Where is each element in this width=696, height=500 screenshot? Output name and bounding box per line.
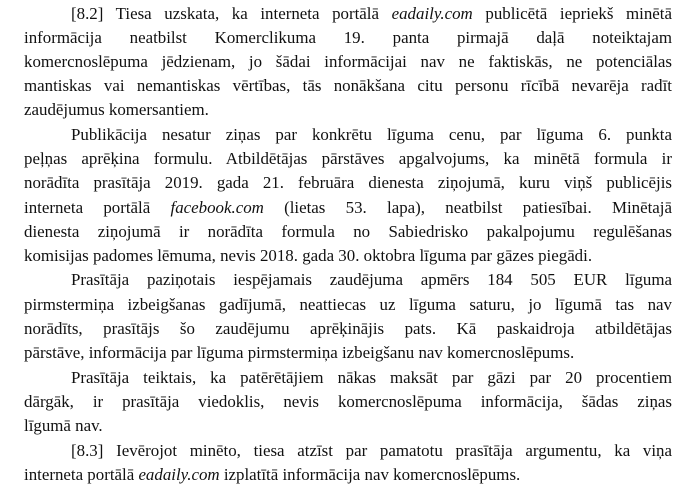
paragraph-1-line-1: [8.2] Tiesa uzskata, ka interneta portālā eadaily.com publicētā iepriekš minētā bbox=[71, 4, 672, 23]
paragraph-2-line-1: Publikācija nesatur ziņas par konkrētu līguma cenu, par līguma 6. punkta bbox=[71, 125, 672, 144]
paragraph-3-line-1: Prasītāja paziņotais iespējamais zaudējuma apmērs 184 505 EUR līguma bbox=[71, 270, 672, 289]
paragraph-3-line-4: pārstāve, informācija par līguma pirmstermiņa izbeigšanu nav komercnoslēpums. bbox=[24, 343, 575, 362]
paragraph-1-line-5: zaudējumus komersantiem. bbox=[24, 100, 209, 119]
paragraph-5-line-1: [8.3] Ievērojot minēto, tiesa atzīst par pamatotu prasītāja argumentu, ka viņa bbox=[71, 441, 672, 460]
paragraph-3-line-2: pirmstermiņa izbeigšanas gadījumā, neattiecas uz līguma saturu, jo līgumā tas nav bbox=[24, 295, 672, 314]
paragraph-1-line-3: komercnoslēpuma jēdzienam, jo šādai informācijai nav ne faktiskās, ne potenciālas bbox=[24, 52, 672, 71]
paragraph-2-line-5: dienesta ziņojumā ir norādīta formula no Sabiedrisko pakalpojumu regulēšanas bbox=[24, 222, 672, 241]
paragraph-1-line-2: informācija neatbilst Komerclikuma 19. panta pirmajā daļā noteiktajam bbox=[24, 28, 672, 47]
paragraph-1-line-4: mantiskas vai nemantiskas vērtības, tās nonākšana citu personu rīcībā nevarēja radīt bbox=[24, 76, 672, 95]
paragraph-5-line-2: interneta portālā eadaily.com izplatītā informācija nav komercnoslēpums. bbox=[24, 465, 521, 484]
paragraph-2-line-4: interneta portālā facebook.com (lietas 53. lapa), neatbilst patiesībai. Minētajā bbox=[24, 198, 672, 217]
paragraph-2-line-6: komisijas padomes lēmuma, nevis 2018. gada 30. oktobra līguma par gāzes piegādi. bbox=[24, 246, 593, 265]
paragraph-4-line-2: dārgāk, ir prasītāja viedoklis, nevis komercnoslēpuma informācija, šādas ziņas bbox=[24, 392, 672, 411]
paragraph-2-line-2: peļņas aprēķina formulu. Atbildētājas pārstāves apgalvojums, ka minētā formula ir bbox=[24, 149, 672, 168]
paragraph-3-line-3: norādīts, prasītājs šo zaudējumu aprēķinājis pats. Kā paskaidroja atbildētājas bbox=[24, 319, 672, 338]
paragraph-2-line-3: norādīta prasītāja 2019. gada 21. februāra dienesta ziņojumā, kuru viņš publicējis bbox=[24, 173, 672, 192]
paragraph-4-line-3: līgumā nav. bbox=[24, 416, 103, 435]
paragraph-4-line-1: Prasītāja teiktais, ka patērētājiem nākas maksāt par gāzi par 20 procentiem bbox=[71, 368, 672, 387]
